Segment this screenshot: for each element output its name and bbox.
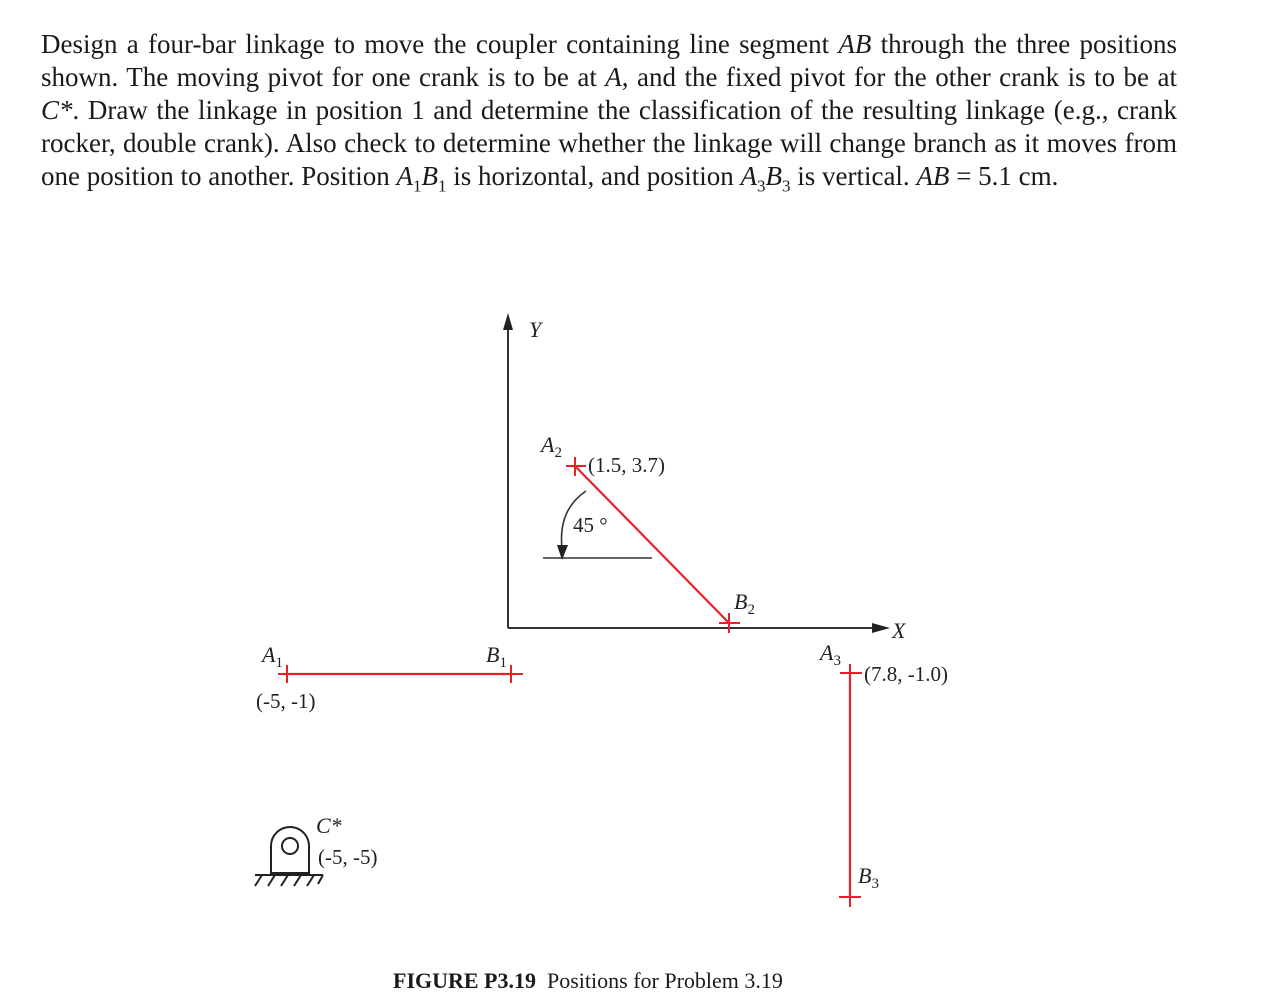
angle-label: 45 °	[573, 513, 608, 537]
marker-a3	[840, 664, 862, 683]
problem-text: through the three positions shown. The moving pivot for one crank is to be at	[41, 29, 1177, 92]
pos3-a: A	[740, 161, 757, 191]
segment-a2-b2	[575, 466, 729, 623]
problem-text: Design a four-bar linkage to move the coupler containing line segment	[41, 29, 839, 59]
pos1-a: A	[396, 161, 413, 191]
segment-ab: AB	[916, 161, 950, 191]
caption-text: Positions for Problem 3.19	[536, 968, 783, 993]
label-b2: $B_2$	[734, 589, 755, 618]
caption-number: FIGURE P3.19	[393, 968, 536, 993]
position-1	[256, 642, 523, 713]
pos3-b: B	[765, 161, 782, 191]
label-a2: $A_2$	[541, 432, 562, 461]
coord-a3: (7.8, -1.0)	[864, 662, 948, 686]
marker-b3	[839, 887, 861, 907]
label-a1: $A_1$	[262, 642, 283, 671]
coord-a1: (-5, -1)	[256, 689, 316, 713]
figure-caption	[393, 968, 783, 994]
pos1-b-sub: 1	[438, 176, 447, 196]
label-b3: $B_3$	[858, 863, 879, 892]
position-3	[818, 640, 948, 907]
problem-text: is horizontal, and position	[446, 161, 741, 191]
x-axis-label: X	[892, 618, 906, 643]
label-b1: $B_1$	[486, 642, 507, 671]
problem-text: . Draw the linkage in position 1 and determine the classification of the resulting linkage (e.g., crank rocker, double crank). Also check to determine whether the linkage will change branch as it moves from one position to another. Position	[41, 95, 1177, 191]
fixed-pivot-c-star	[255, 813, 377, 886]
label-c-star: C*	[316, 813, 342, 838]
pos3-a-sub: 3	[756, 176, 766, 196]
pos1-a-sub: 1	[413, 176, 422, 196]
pos1-b: B	[421, 161, 438, 191]
y-axis-arrow-icon	[503, 313, 513, 330]
pos3-b-sub: 3	[781, 176, 791, 196]
pivot-c-star: C*	[41, 95, 73, 125]
x-axis-arrow-icon	[872, 623, 890, 633]
coord-a2: (1.5, 3.7)	[588, 453, 665, 477]
y-axis-label: Y	[529, 317, 542, 342]
position-2	[539, 432, 755, 633]
problem-text: = 5.1 cm.	[949, 161, 1059, 191]
ground-pivot-icon	[255, 827, 323, 886]
problem-text: , and the fixed pivot for the other crank is to be at	[621, 62, 1177, 92]
label-a3: $A_3$	[820, 640, 841, 669]
coord-c-star: (-5, -5)	[318, 845, 378, 869]
pivot-a: A	[605, 62, 622, 92]
segment-ab: AB	[838, 29, 872, 59]
axes	[503, 313, 907, 643]
problem-text: is vertical.	[790, 161, 917, 191]
